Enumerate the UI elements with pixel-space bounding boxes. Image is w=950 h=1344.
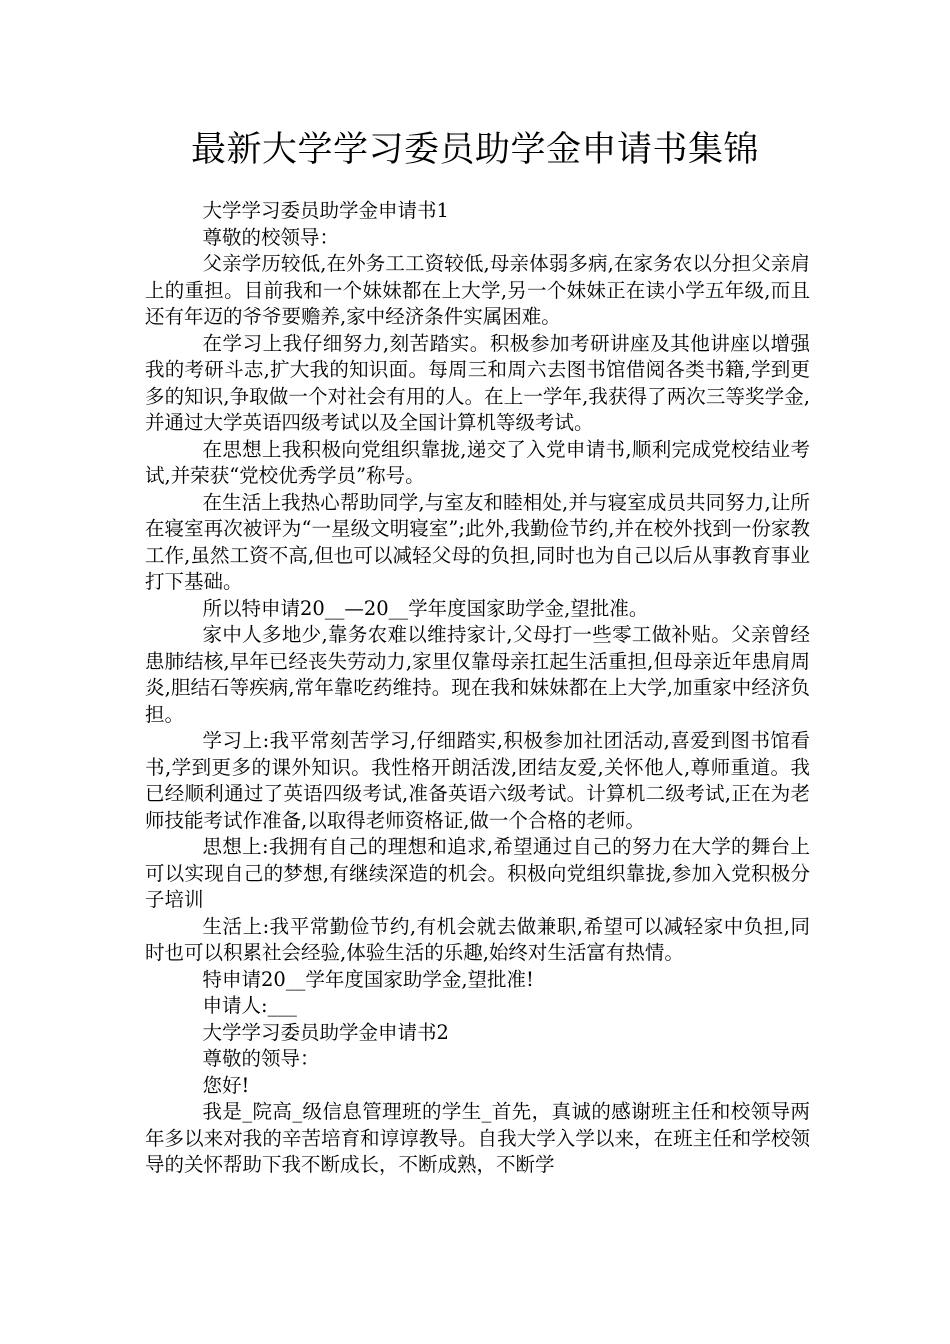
paragraph-life-2: 生活上:我平常勤俭节约,有机会就去做兼职,希望可以减轻家中负担,同时也可以积累社会经验,体验生活的乐趣,始终对生活富有热情。: [145, 914, 810, 964]
section-heading-1: 大学学习委员助学金申请书1: [202, 199, 449, 222]
paragraph-study: 在学习上我仔细努力,刻苦踏实。积极参加考研讲座及其他讲座以增强我的考研斗志,扩大我的知识面。每周三和周六去图书馆借阅各类书籍,学到更多的知识,争取做一个对社会有用的人。在上一学年,我获得了两次三等奖学金,并通过大学英语四级考试以及全国计算机等级考试。: [145, 331, 810, 434]
paragraph-family: 父亲学历较低,在外务工工资较低,母亲体弱多病,在家务农以分担父亲肩上的重担。目前我和一个妹妹都在上大学,另一个妹妹正在读小学五年级,而且还有年迈的爷爷要赡养,家中经济条件实属困难。: [145, 252, 810, 328]
paragraph-intro: 我是_院高_级信息管理班的学生_首先，真诚的感谢班主任和校领导两年多以来对我的辛苦培育和谆谆教导。自我大学入学以来，在班主任和学校领导的关怀帮助下我不断成长，不断成熟，不断学: [145, 1100, 810, 1176]
paragraph-thought: 在思想上我积极向党组织靠拢,递交了入党申请书,顺利完成党校结业考试,并荣获“党校优秀学员”称号。: [145, 437, 810, 487]
salutation: 尊敬的校领导：: [202, 225, 340, 249]
paragraph-request-2: 特申请20__学年度国家助学金,望批准!: [202, 967, 534, 991]
document-body: [145, 198, 810, 1179]
paragraph-life: 在生活上我热心帮助同学,与室友和睦相处,并与寝室成员共同努力,让所在寝室再次被评为“一星级文明寝室”;此外,我勤俭节约,并在校外找到一份家教工作,虽然工资不高,但也可以减轻父母的负担,同时也为自己以后从事教育事业打下基础。: [145, 490, 810, 593]
applicant-line: 申请人:___: [202, 994, 297, 1017]
greeting: 您好!: [202, 1073, 250, 1097]
section-heading-2: 大学学习委员助学金申请书2: [202, 1020, 449, 1044]
paragraph-family-2: 家中人多地少,靠务农难以维持家计,父母打一些零工做补贴。父亲曾经患肺结核,早年已经丧失劳动力,家里仅靠母亲扛起生活重担,但母亲近年患肩周炎,胆结石等疾病,常年靠吃药维持。现在我和妹妹都在上大学,加重家中经济负担。: [145, 623, 810, 726]
paragraph-study-2: 学习上:我平常刻苦学习,仔细踏实,积极参加社团活动,喜爱到图书馆看书,学到更多的课外知识。我性格开朗活泼,团结友爱,关怀他人,尊师重道。我已经顺利通过了英语四级考试,准备英语六级考试。计算机二级考试,正在为老师技能考试作准备,以取得老师资格证,做一个合格的老师。: [145, 729, 810, 832]
document-title: 最新大学学习委员助学金申请书集锦: [190, 130, 759, 170]
paragraph-thought-2: 思想上:我拥有自己的理想和追求,希望通过自己的努力在大学的舞台上可以实现自己的梦想,有继续深造的机会。积极向党组织靠拢,参加入党积极分子培训: [145, 835, 810, 911]
paragraph-request: 所以特申请20__—20__学年度国家助学金,望批准。: [202, 596, 649, 620]
salutation-2: 尊敬的领导：: [202, 1047, 320, 1070]
